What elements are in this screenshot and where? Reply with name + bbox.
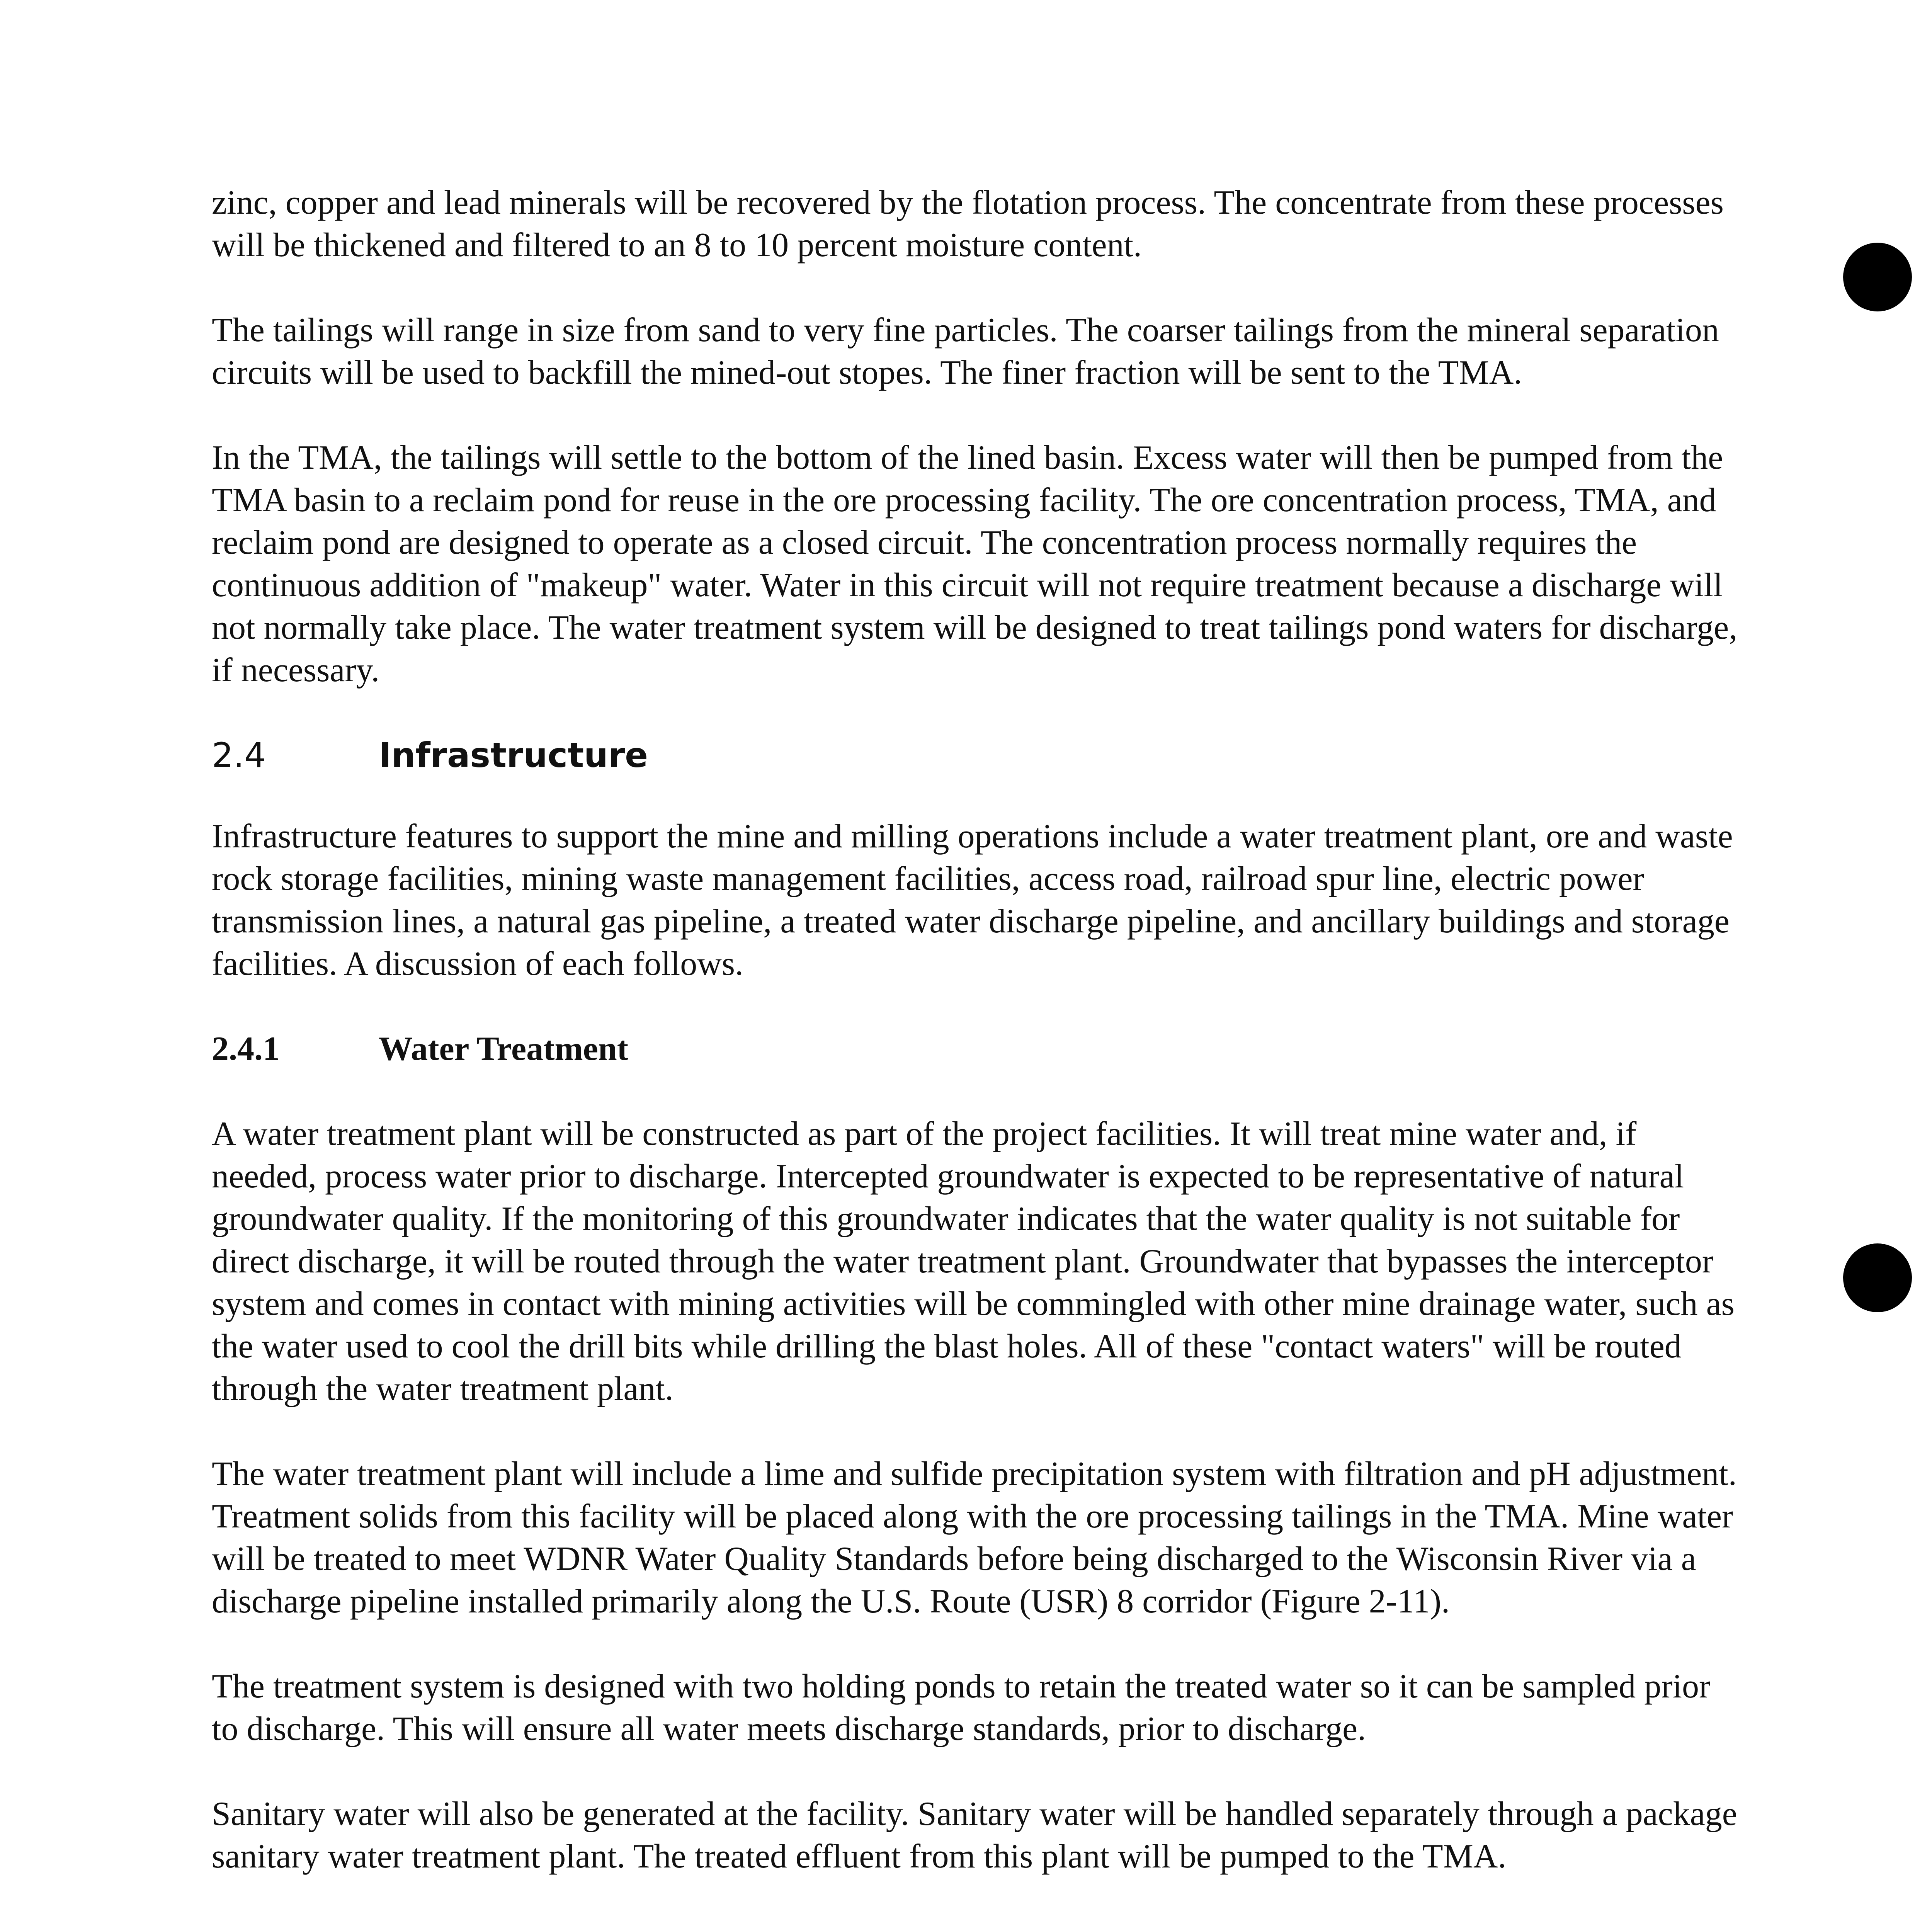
section-heading	[212, 734, 1742, 777]
subsection-paragraph: Sanitary water will also be generated at the facility. Sanitary water will be handled separately through a package sanitary water treatment plant. The treated effluent from this plant will be pumped to the TMA.	[212, 1795, 1737, 1875]
section-number: 2.4	[212, 735, 266, 775]
body-paragraph: zinc, copper and lead minerals will be recovered by the flotation process. The concentrate from these processes will be thickened and filtered to an 8 to 10 percent moisture content.	[212, 184, 1724, 264]
document-body	[212, 182, 1742, 1920]
body-paragraph: In the TMA, the tailings will settle to the bottom of the lined basin. Excess water will then be pumped from the TMA basin to a reclaim pond for reuse in the ore processing facility. The ore concentration process, TMA, and reclaim pond are designed to operate as a closed circuit. The concentration process normally requires the continuous addition of "makeup" water. Water in this circuit will not require treatment because a discharge will not normally take place. The water treatment system will be designed to treat tailings pond waters for discharge, if necessary.	[212, 439, 1738, 689]
subsection-number: 2.4.1	[212, 1030, 280, 1068]
subsection-heading	[212, 1028, 1742, 1070]
subsection-title: Water Treatment	[379, 1030, 628, 1068]
revision-marker-dot	[1843, 243, 1912, 311]
body-paragraph: The tailings will range in size from sand to very fine particles. The coarser tailings from the mineral separation circuits will be used to backfill the mined-out stopes. The finer fraction will be sent to the TMA.	[212, 311, 1719, 391]
section-title: Infrastructure	[379, 735, 648, 775]
subsection-paragraph: The treatment system is designed with two holding ponds to retain the treated water so it can be sampled prior to discharge. This will ensure all water meets discharge standards, prior to discharge.	[212, 1668, 1711, 1748]
revision-marker-dot	[1843, 1243, 1912, 1312]
subsection-paragraph: The water treatment plant will include a lime and sulfide precipitation system with filtration and pH adjustment. Treatment solids from this facility will be placed along with the ore processing tailings in the TMA. Mine water will be treated to meet WDNR Water Quality Standards before being discharged to the Wisconsin River via a discharge pipeline installed primarily along the U.S. Route (USR) 8 corridor (Figure 2-11).	[212, 1455, 1737, 1620]
section-paragraph: Infrastructure features to support the mine and milling operations include a water treatment plant, ore and waste rock storage facilities, mining waste management facilities, access road, railroad spur line, electric power transmission lines, a natural gas pipeline, a treated water discharge pipeline, and ancillary buildings and storage facilities. A discussion of each follows.	[212, 818, 1733, 983]
subsection-paragraph: A water treatment plant will be constructed as part of the project facilities. It will treat mine water and, if needed, process water prior to discharge. Intercepted groundwater is expected to be representative of natural groundwater quality. If the monitoring of this groundwater indicates that the water quality is not suitable for direct discharge, it will be routed through the water treatment plant. Groundwater that bypasses the interceptor system and comes in contact with mining activities will be commingled with other mine drainage water, such as the water used to cool the drill bits while drilling the blast holes. All of these "contact waters" will be routed through the water treatment plant.	[212, 1115, 1735, 1408]
